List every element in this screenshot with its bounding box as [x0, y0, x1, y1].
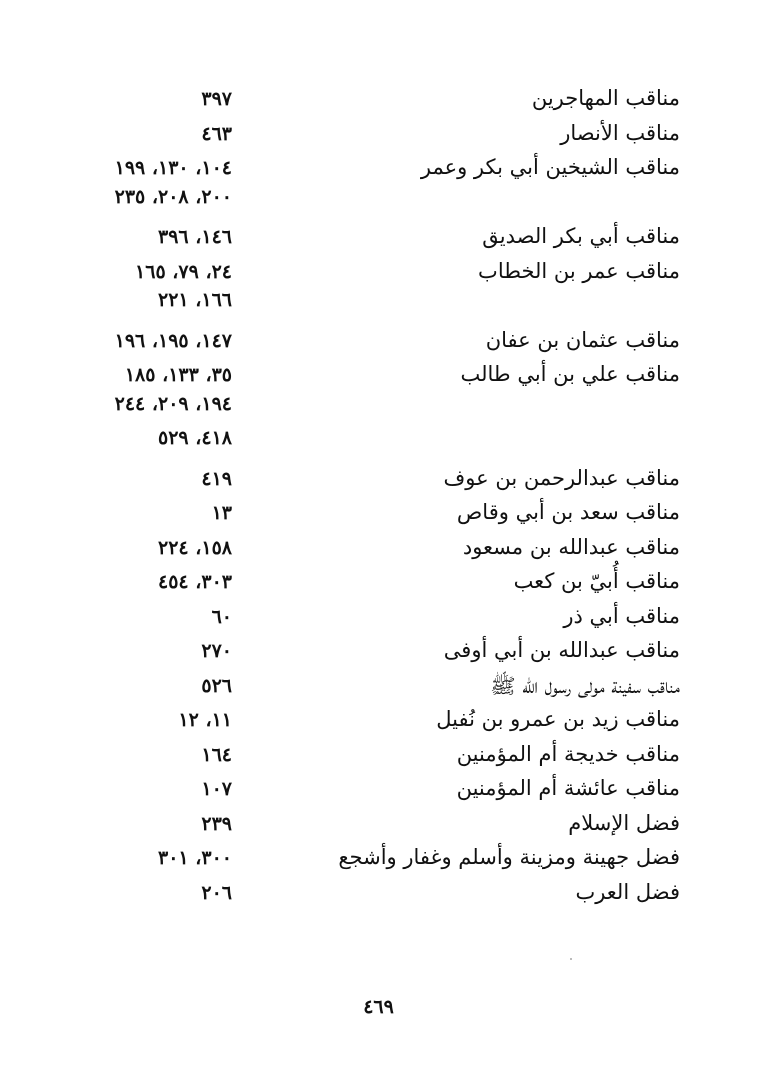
index-entries	[80, 82, 680, 910]
index-entry	[80, 565, 680, 600]
entry-subject: مناقب عثمان بن عفان	[485, 327, 680, 352]
entry-pages-continued: ٢٠٠، ٢٠٨، ٢٣٥	[114, 185, 232, 208]
entry-subject: مناقب أُبيّ بن كعب	[513, 569, 680, 593]
entry-pages: ٤١٩	[201, 467, 232, 490]
entry-pages: ٤٦٣	[201, 122, 232, 145]
index-entry	[80, 151, 680, 186]
index-entry	[80, 634, 680, 669]
index-entry	[80, 255, 680, 290]
index-entry	[80, 462, 680, 497]
entry-subject: مناقب عبدالرحمن بن عوف	[443, 465, 680, 490]
index-entry	[80, 117, 680, 152]
entry-pages: ١٦٤	[201, 743, 232, 766]
entry-pages: ١٠٧	[201, 778, 232, 800]
index-entry-continuation	[80, 186, 680, 221]
index-entry	[80, 703, 680, 738]
entry-pages: ١٣	[211, 502, 232, 524]
index-entry	[80, 358, 680, 393]
index-entry	[80, 600, 680, 635]
index-entry	[80, 82, 680, 117]
entry-subject: فضل العرب	[575, 879, 680, 904]
index-entry-continuation	[80, 393, 680, 428]
entry-pages-continued: ١٩٤، ٢٠٩، ٢٤٤	[114, 392, 232, 415]
entry-subject: مناقب الأنصار	[560, 120, 680, 145]
entry-pages-continued: ١٦٦، ٢٢١	[158, 289, 232, 311]
scan-speck	[570, 958, 572, 960]
index-entry	[80, 738, 680, 773]
entry-pages: ٢٧٠	[201, 640, 232, 662]
entry-pages: ٢٣٩	[201, 812, 232, 835]
entry-subject: مناقب زيد بن عمرو بن نُفيل	[436, 707, 680, 731]
entry-subject: مناقب خديجة أم المؤمنين	[456, 741, 680, 766]
entry-subject: مناقب المهاجرين	[531, 86, 680, 110]
entry-pages: ١٥٨، ٢٢٤	[158, 536, 232, 559]
entry-pages: ٣٠٠، ٣٠١	[158, 847, 232, 869]
entry-subject: مناقب عائشة أم المؤمنين	[456, 776, 680, 800]
index-entry-continuation	[80, 289, 680, 324]
index-entry	[80, 876, 680, 911]
entry-subject: مناقب عمر بن الخطاب	[478, 258, 680, 283]
index-entry	[80, 772, 680, 807]
entry-pages: ٥٢٦	[201, 674, 232, 697]
index-entry	[80, 841, 680, 876]
entry-subject: فضل جهينة ومزينة وأسلم وغفار وأشجع	[338, 845, 680, 869]
entry-pages: ١٤٧، ١٩٥، ١٩٦	[114, 329, 232, 352]
index-entry	[80, 669, 680, 704]
entry-pages: ١١، ١٢	[178, 709, 232, 731]
entry-pages: ١٠٤، ١٣٠، ١٩٩	[114, 157, 232, 179]
index-entry	[80, 220, 680, 255]
entry-pages: ٣٩٧	[201, 88, 232, 110]
entry-subject: مناقب سفينة مولى رسول الله ﷺ	[490, 673, 680, 698]
index-entry-continuation	[80, 427, 680, 462]
index-entry	[80, 324, 680, 359]
entry-pages: ١٤٦، ٣٩٦	[158, 226, 232, 248]
index-entry	[80, 807, 680, 842]
entry-pages: ٢٠٦	[201, 881, 232, 904]
index-entry	[80, 496, 680, 531]
entry-subject: فضل الإسلام	[568, 810, 680, 835]
entry-pages: ٦٠	[211, 605, 232, 628]
index-entry	[80, 531, 680, 566]
entry-subject: مناقب أبي بكر الصديق	[482, 224, 680, 248]
entry-subject: مناقب الشيخين أبي بكر وعمر	[420, 155, 680, 179]
entry-pages: ٣٠٣، ٤٥٤	[158, 571, 232, 593]
entry-subject: مناقب أبي ذر	[563, 603, 680, 628]
entry-subject: مناقب عبدالله بن أبي أوفى	[443, 638, 680, 662]
entry-subject: مناقب سعد بن أبي وقاص	[456, 500, 680, 524]
entry-subject: مناقب علي بن أبي طالب	[460, 362, 680, 386]
entry-pages: ٣٥، ١٣٣، ١٨٥	[124, 364, 232, 386]
page-number: ٤٦٩	[363, 996, 394, 1018]
entry-pages: ٢٤، ٧٩، ١٦٥	[135, 260, 232, 283]
entry-subject: مناقب عبدالله بن مسعود	[462, 534, 680, 559]
entry-pages-continued: ٤١٨، ٥٢٩	[158, 427, 232, 449]
